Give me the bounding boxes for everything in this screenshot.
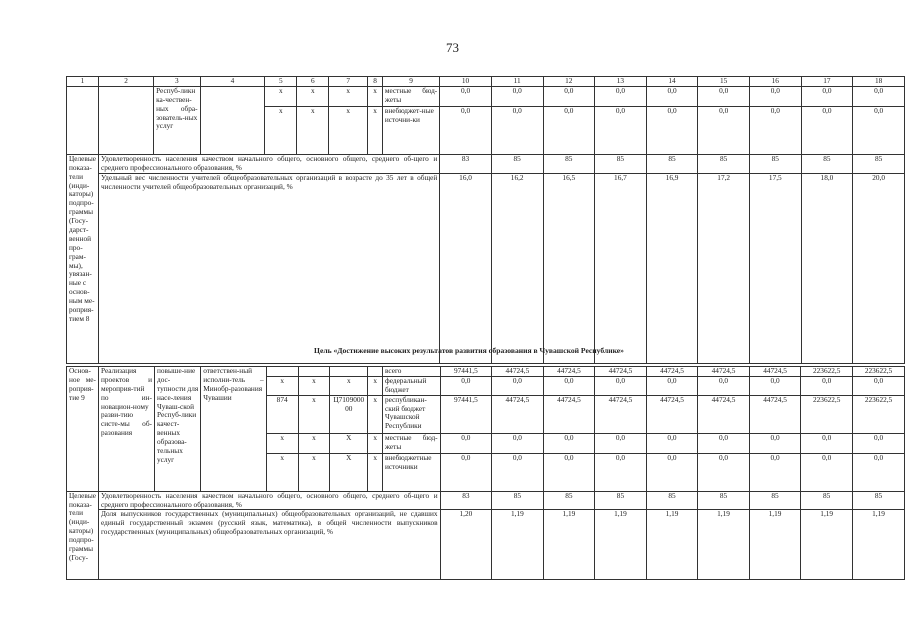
code-cell: Х	[330, 453, 368, 491]
code-cell: х	[298, 433, 330, 453]
value-cell: 44724,5	[646, 367, 698, 377]
code-cell: х	[266, 433, 298, 453]
indicators-label: Целевые показа-тели (инди-каторы) подпро-граммы (Госу-дарст-венной про-грам-мы), увязан-ные с основ-ным ме-роприя-тием 8	[67, 154, 99, 363]
value-cell: 1,19	[543, 510, 595, 580]
value-cell: 0,0	[750, 86, 802, 106]
value-cell: 0,0	[595, 376, 647, 395]
value-cell: 0,0	[543, 433, 595, 453]
code-cell: х	[298, 453, 330, 491]
value-cell: 16,0	[440, 173, 492, 363]
value-cell: 0,0	[491, 106, 543, 154]
value-cell: 83	[440, 491, 492, 510]
value-cell: 0,0	[853, 106, 905, 154]
value-cell: 0,0	[492, 453, 544, 491]
col-header: 6	[297, 77, 329, 87]
value-cell: 0,0	[543, 106, 595, 154]
code-cell	[330, 367, 368, 377]
col-header: 3	[154, 77, 200, 87]
col-header: 15	[698, 77, 750, 87]
code-cell: х	[265, 86, 297, 106]
executor-cell: ответствен-ный исполни-тель – Минобр-разования Чувашии	[201, 367, 266, 492]
value-cell: 85	[543, 154, 595, 173]
value-cell: 223622,5	[853, 367, 905, 377]
empty-cell	[98, 86, 153, 154]
value-cell: 85	[801, 154, 853, 173]
value-cell: 0,0	[492, 433, 544, 453]
funding-source: федеральный бюджет	[382, 376, 440, 395]
value-cell: 0,0	[440, 453, 492, 491]
indicator-text: Доля выпускников государственных (муниципальных) общеобразовательных организаций, не сдавших единый государственный экзамен (русский язык, математика), в общей численности выпускников государственных (муниципальных) общеобразовательных организаций, %	[98, 510, 440, 580]
value-cell: 0,0	[698, 453, 750, 491]
value-cell: 0,0	[595, 453, 647, 491]
indicator-text: Удовлетворенность населения качеством начального общего, основного общего, среднего об-щего и среднего профессионального образования, %	[98, 491, 440, 510]
indicator-row	[67, 173, 905, 363]
funding-source: местные бюд-жеты	[382, 433, 440, 453]
code-cell	[298, 367, 330, 377]
value-cell: 44724,5	[595, 367, 647, 377]
funding-source: местные бюд-жеты	[382, 86, 439, 106]
value-cell: 44724,5	[492, 367, 544, 377]
col-header: 18	[853, 77, 905, 87]
value-cell: 16,2	[491, 173, 543, 363]
budget-table-part-1	[66, 76, 905, 364]
value-cell: 223622,5	[801, 395, 853, 433]
value-cell: 0,0	[853, 376, 905, 395]
code-cell: х	[266, 453, 298, 491]
indicator-text: Удовлетворенность населения качеством начального общего, основного общего, среднего об-щего и среднего профессионального образования, %	[98, 154, 439, 173]
value-cell: 0,0	[646, 86, 698, 106]
code-cell: х	[368, 395, 383, 433]
value-cell: 0,0	[646, 453, 698, 491]
value-cell: 17,2	[698, 173, 750, 363]
code-cell: х	[368, 433, 383, 453]
value-cell: 0,0	[492, 376, 544, 395]
funding-source: внебюджетные источники	[382, 453, 440, 491]
value-cell: 1,19	[595, 510, 647, 580]
empty-cell	[67, 86, 99, 154]
col-header: 11	[491, 77, 543, 87]
indicators-label: Целевые показа-тели (инди-каторы) подпро-граммы (Госу-	[67, 491, 99, 579]
col-header: 14	[646, 77, 698, 87]
value-cell: 0,0	[853, 433, 905, 453]
code-cell: 874	[266, 395, 298, 433]
value-cell: 1,19	[853, 510, 905, 580]
value-cell: 0,0	[801, 106, 853, 154]
value-cell: 85	[646, 154, 698, 173]
value-cell: 44724,5	[543, 367, 595, 377]
code-cell: х	[298, 395, 330, 433]
value-cell: 1,19	[698, 510, 750, 580]
value-cell: 0,0	[646, 376, 698, 395]
table-row	[67, 367, 905, 377]
value-cell: 0,0	[750, 106, 802, 154]
code-cell: х	[298, 376, 330, 395]
value-cell: 1,19	[646, 510, 698, 580]
code-cell: х	[330, 376, 368, 395]
value-cell: 0,0	[801, 376, 853, 395]
value-cell: 85	[491, 154, 543, 173]
value-cell: 83	[440, 154, 492, 173]
value-cell: 85	[698, 154, 750, 173]
value-cell: 1,19	[492, 510, 544, 580]
value-cell: 0,0	[595, 433, 647, 453]
header-row	[67, 77, 905, 87]
col-header: 17	[801, 77, 853, 87]
code-cell: х	[297, 86, 329, 106]
value-cell: 16,9	[646, 173, 698, 363]
value-cell: 0,0	[749, 453, 801, 491]
value-cell: 0,0	[595, 106, 647, 154]
value-cell: 0,0	[440, 433, 492, 453]
task-cell: Респуб-ликн ка-чествен-ных обра-зователь-ных услуг	[154, 86, 200, 154]
value-cell: 0,0	[801, 453, 853, 491]
activity-name-cell: Реализация проектов и мероприя-тий по ин-новацион-ному разви-тию систе-мы об-разования	[98, 367, 154, 492]
value-cell: 0,0	[595, 86, 647, 106]
value-cell: 1,19	[801, 510, 853, 580]
col-header: 10	[440, 77, 492, 87]
value-cell: 44724,5	[595, 395, 647, 433]
value-cell: 0,0	[491, 86, 543, 106]
code-cell: Х	[330, 433, 368, 453]
col-header: 16	[750, 77, 802, 87]
value-cell: 16,7	[595, 173, 647, 363]
col-header: 4	[200, 77, 265, 87]
value-cell: 44724,5	[698, 395, 750, 433]
value-cell: 44724,5	[492, 395, 544, 433]
value-cell: 85	[646, 491, 698, 510]
value-cell: 97441,5	[440, 395, 492, 433]
code-cell: х	[265, 106, 297, 154]
value-cell: 0,0	[801, 433, 853, 453]
code-cell: х	[329, 86, 368, 106]
value-cell: 20,0	[853, 173, 905, 363]
value-cell: 0,0	[698, 433, 750, 453]
value-cell: 85	[750, 154, 802, 173]
value-cell: 85	[749, 491, 801, 510]
col-header: 5	[265, 77, 297, 87]
code-cell: х	[329, 106, 368, 154]
value-cell: 85	[801, 491, 853, 510]
funding-source: республикан-ский бюджет Чувашской Республики	[382, 395, 440, 433]
value-cell: 1,20	[440, 510, 492, 580]
value-cell: 223622,5	[853, 395, 905, 433]
value-cell: 0,0	[543, 453, 595, 491]
budget-table-part-2	[66, 366, 905, 580]
funding-source: внебюджет-ные источни-ки	[382, 106, 439, 154]
value-cell: 97441,5	[440, 367, 492, 377]
code-cell: х	[368, 453, 383, 491]
indicator-text: Удельный вес численности учителей общеобразовательных организаций в возрасте до 35 лет в общей численности учителей общеобразовательных организаций, %	[98, 173, 439, 363]
value-cell: 0,0	[646, 433, 698, 453]
value-cell: 0,0	[853, 86, 905, 106]
value-cell: 1,19	[749, 510, 801, 580]
value-cell: 0,0	[440, 106, 492, 154]
code-cell	[266, 367, 298, 377]
value-cell: 17,5	[750, 173, 802, 363]
code-cell: х	[368, 106, 383, 154]
value-cell: 0,0	[853, 453, 905, 491]
col-header: 12	[543, 77, 595, 87]
value-cell: 18,0	[801, 173, 853, 363]
value-cell: 0,0	[543, 376, 595, 395]
value-cell: 0,0	[749, 376, 801, 395]
code-cell	[368, 367, 383, 377]
value-cell: 85	[595, 491, 647, 510]
value-cell: 0,0	[440, 376, 492, 395]
indicator-row	[67, 510, 905, 580]
code-cell: х	[368, 86, 383, 106]
value-cell: 0,0	[749, 433, 801, 453]
value-cell: 85	[492, 491, 544, 510]
code-cell: х	[266, 376, 298, 395]
value-cell: 223622,5	[801, 367, 853, 377]
col-header: 13	[595, 77, 647, 87]
empty-cell	[200, 86, 265, 154]
value-cell: 85	[543, 491, 595, 510]
col-header: 8	[368, 77, 383, 87]
value-cell: 0,0	[801, 86, 853, 106]
value-cell: 44724,5	[749, 367, 801, 377]
value-cell: 44724,5	[543, 395, 595, 433]
value-cell: 0,0	[440, 86, 492, 106]
value-cell: 85	[853, 491, 905, 510]
main-activity-cell: Основ-ное ме-роприя-тие 9	[67, 367, 99, 492]
value-cell: 85	[595, 154, 647, 173]
col-header: 9	[382, 77, 439, 87]
code-cell: х	[297, 106, 329, 154]
code-cell: х	[368, 376, 383, 395]
value-cell: 0,0	[698, 376, 750, 395]
col-header: 7	[329, 77, 368, 87]
value-cell: 85	[853, 154, 905, 173]
value-cell: 0,0	[543, 86, 595, 106]
value-cell: 0,0	[646, 106, 698, 154]
table-row	[67, 86, 905, 106]
goal-heading: Цель «Достижение высоких результатов развития образования в Чувашской Республике»	[314, 346, 624, 355]
col-header: 1	[67, 77, 99, 87]
value-cell: 16,5	[543, 173, 595, 363]
page-number: 73	[446, 40, 459, 55]
col-header: 2	[98, 77, 153, 87]
funding-source: всего	[382, 367, 440, 377]
indicator-row	[67, 491, 905, 510]
value-cell: 0,0	[698, 86, 750, 106]
value-cell: 44724,5	[646, 395, 698, 433]
code-cell: Ц710900000	[330, 395, 368, 433]
value-cell: 44724,5	[749, 395, 801, 433]
task-cell: повыше-ние дос-тупности для насе-ления Чуваш-ской Респуб-лики качест-венных образова-тельных услуг	[154, 367, 200, 492]
indicator-row	[67, 154, 905, 173]
value-cell: 0,0	[698, 106, 750, 154]
value-cell: 44724,5	[698, 367, 750, 377]
value-cell: 85	[698, 491, 750, 510]
